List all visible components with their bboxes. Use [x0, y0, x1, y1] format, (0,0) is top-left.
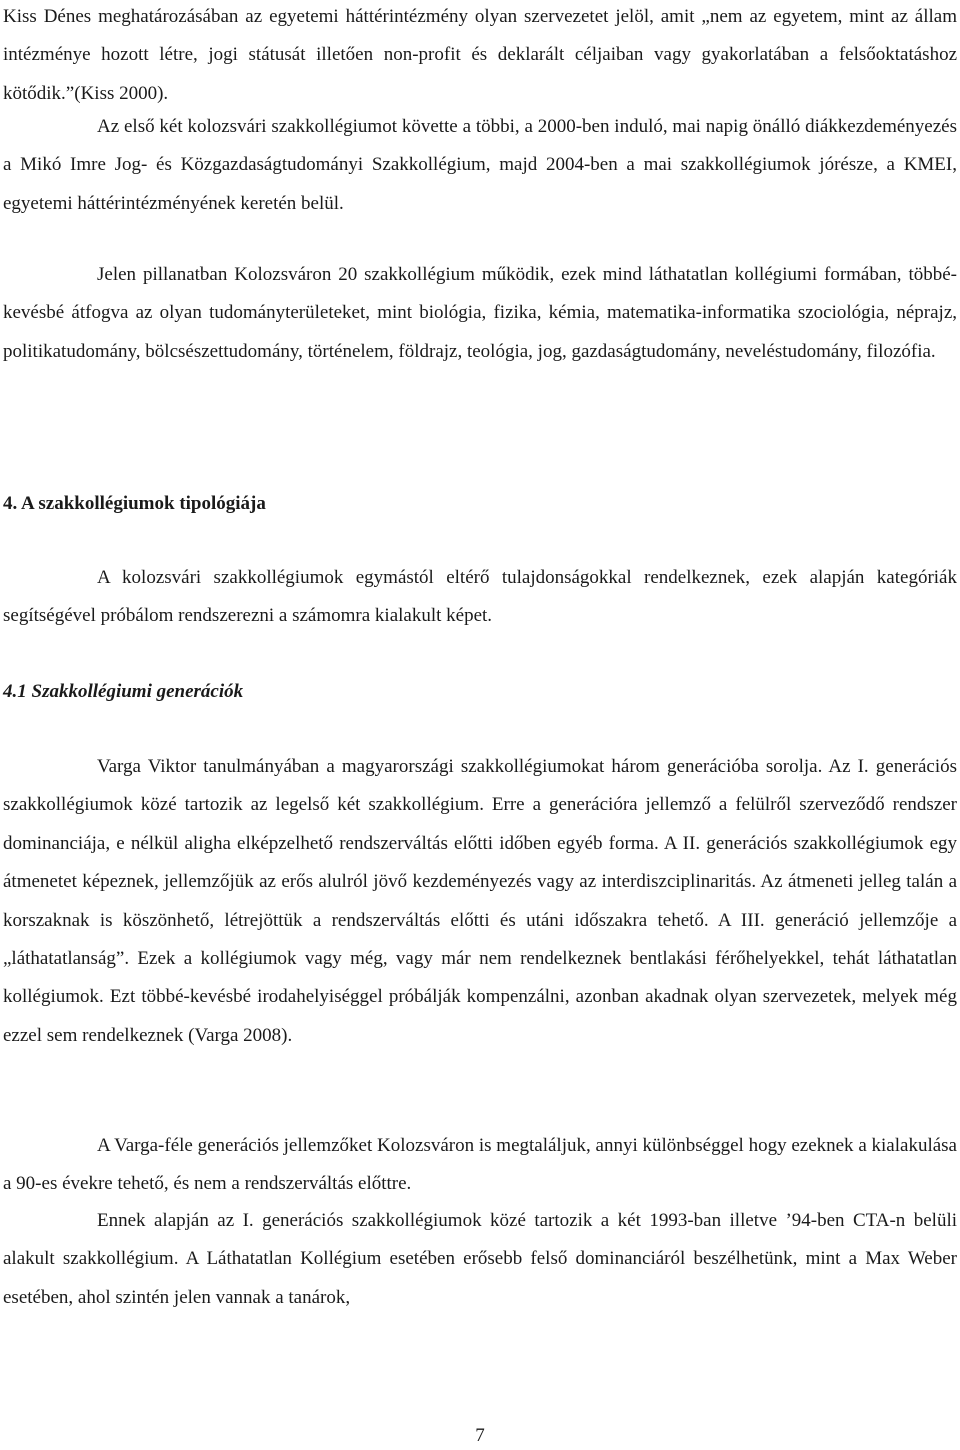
paragraph-first-generation: Ennek alapján az I. generációs szakkollégiumok közé tartozik a két 1993-ban illetve ’94-ben CTA-n belüli alakult szakkollégium. A Láthatatlan Kollégium esetében erősebb felső dominanciáról beszélhetünk, mint a Max Weber esetében, ahol szintén jelen vannak a tanárok,	[3, 1210, 957, 1308]
paragraph-varga-generations: Varga Viktor tanulmányában a magyarországi szakkollégiumokat három generációba sorolja. Az I. generációs szakkollégiumok közé tartozik az legelső két szakkollégium. Erre a generációra jellemző a felülről szerveződő rendszer dominanciája, e nélkül aligha elképzelhető rendszerváltás előtti időben egyéb forma. A II. generációs szakkollégiumok egy átmenetet képeznek, jellemzőjük az erős alulról jövő kezdeményezés vagy az interdiszciplinaritás. Az átmeneti jelleg talán a korszaknak is köszönhető, létrejöttük a rendszerváltás előtti és utáni időszakra tehető. A III. generáció jellemzője a „láthatatlanság”. Ezek a kollégiumok vagy még, vagy már nem rendelkeznek bentlakási férőhelyekkel, tehát láthatatlan kollégiumok. Ezt többé-kevésbé irodahelyiséggel próbálják kompenzálni, azonban akadnak olyan szervezetek, melyek még ezzel sem rendelkeznek (Varga 2008).	[3, 756, 957, 1046]
paragraph-typology-intro: A kolozsvári szakkollégiumok egymástól eltérő tulajdonságokkal rendelkeznek, ezek alapján kategóriák segítségével próbálom rendszerezni a számomra kialakult képet.	[3, 567, 957, 627]
paragraph-first-colleges: Az első két kolozsvári szakkollégiumot követte a többi, a 2000-ben induló, mai napig önálló diákkezdeményezés a Mikó Imre Jog- és Közgazdaságtudományi Szakkollégium, majd 2004-ben a mai szakkollégiumok jórésze, a KMEI, egyetemi háttérintézményének keretén belül.	[3, 116, 957, 214]
paragraph-kiss-definition: Kiss Dénes meghatározásában az egyetemi háttérintézmény olyan szervezetet jelöl, amit „nem az egyetem, mint az állam intézménye hozott létre, jogi státusát illetően non-profit és deklarált céljaiban vagy gyakorlatában a felsőoktatáshoz kötődik.”(Kiss 2000).	[3, 6, 957, 104]
paragraph-kolozsvar-generations: A Varga-féle generációs jellemzőket Kolozsváron is megtaláljuk, annyi különbséggel hogy ezeknek a kialakulása a 90-es évekre tehető, és nem a rendszerváltás előttre.	[3, 1135, 957, 1195]
page-number: 7	[475, 1425, 485, 1446]
section-heading-typology: 4. A szakkollégiumok tipológiája	[3, 493, 266, 514]
subsection-heading-generations: 4.1 Szakkollégiumi generációk	[3, 681, 244, 702]
paragraph-current-colleges: Jelen pillanatban Kolozsváron 20 szakkollégium működik, ezek mind láthatatlan kollégiumi formában, többé-kevésbé átfogva az olyan tudományterületeket, mint biológia, fizika, kémia, matematika-informatika szociológia, néprajz, politikatudomány, bölcsészettudomány, történelem, földrajz, teológia, jog, gazdaságtudomány, neveléstudomány, filozófia.	[3, 264, 957, 362]
